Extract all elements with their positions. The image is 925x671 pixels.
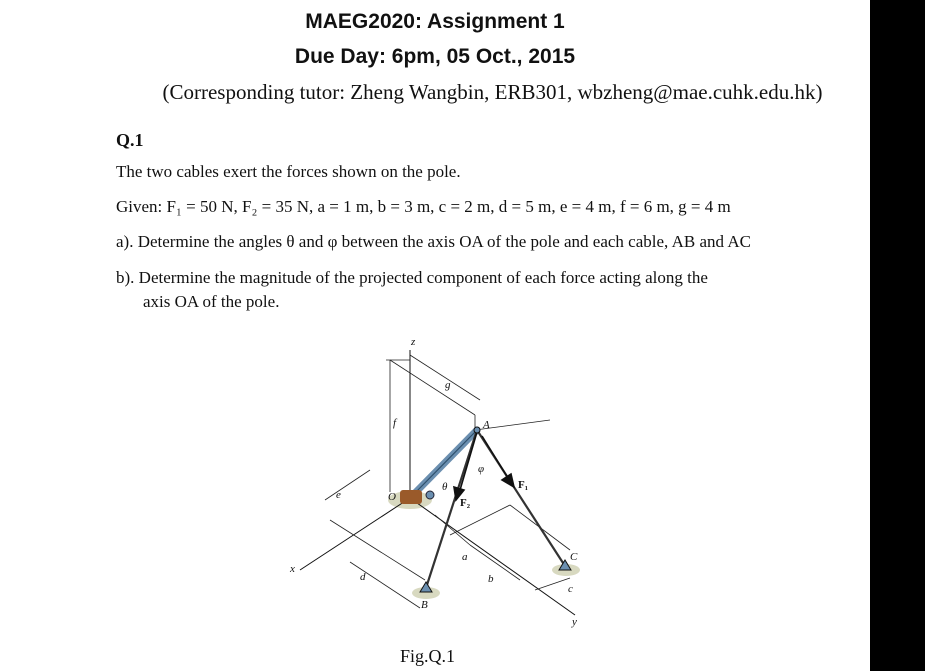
label-f: f bbox=[393, 417, 397, 429]
black-edge-bar bbox=[870, 0, 925, 671]
part-b-line2: axis OA of the pole. bbox=[143, 292, 280, 311]
label-f2: F₂ bbox=[460, 497, 471, 509]
assignment-title: MAEG2020: Assignment 1 bbox=[305, 10, 565, 33]
pin-b bbox=[420, 582, 432, 592]
axes bbox=[300, 350, 575, 615]
label-a-point: A bbox=[483, 419, 490, 431]
label-g: g bbox=[445, 379, 451, 391]
part-a: a). Determine the angles θ and φ between the axis OA of the pole and each cable, AB and AC bbox=[116, 232, 751, 251]
label-e: e bbox=[336, 489, 341, 501]
pole-base bbox=[400, 490, 422, 504]
due-date: Due Day: 6pm, 05 Oct., 2015 bbox=[294, 45, 576, 68]
label-d: d bbox=[360, 571, 366, 583]
pin-a bbox=[474, 427, 480, 433]
figure-q1 bbox=[270, 330, 610, 630]
label-f1: F₁ bbox=[518, 479, 529, 491]
tutor-info: (Corresponding tutor: Zheng Wangbin, ERB301, wbzheng@mae.cuhk.edu.hk) bbox=[162, 80, 823, 104]
question-statement: The two cables exert the forces shown on the pole. bbox=[116, 162, 461, 181]
label-phi: φ bbox=[478, 463, 485, 475]
part-b-line1: b). Determine the magnitude of the projected component of each force acting along the bbox=[116, 268, 708, 287]
given-values: Given: F₁ = 50 N, F₂ = 35 N, a = 1 m, b = 3 m, c = 2 m, d = 5 m, e = 4 m, f = 6 m, g = 4 m bbox=[116, 197, 731, 216]
label-y: y bbox=[572, 616, 577, 628]
label-z: z bbox=[411, 336, 416, 348]
label-c-point: C bbox=[570, 551, 578, 563]
label-c-dim: c bbox=[568, 583, 573, 595]
question-number: Q.1 bbox=[116, 130, 144, 150]
figure-caption: Fig.Q.1 bbox=[400, 646, 456, 666]
label-x: x bbox=[290, 563, 295, 575]
label-b-dim: b bbox=[488, 573, 494, 585]
label-theta: θ bbox=[442, 481, 448, 493]
label-b-point: B bbox=[421, 599, 428, 611]
label-a-dim: a bbox=[462, 551, 468, 563]
label-o: O bbox=[388, 491, 396, 503]
